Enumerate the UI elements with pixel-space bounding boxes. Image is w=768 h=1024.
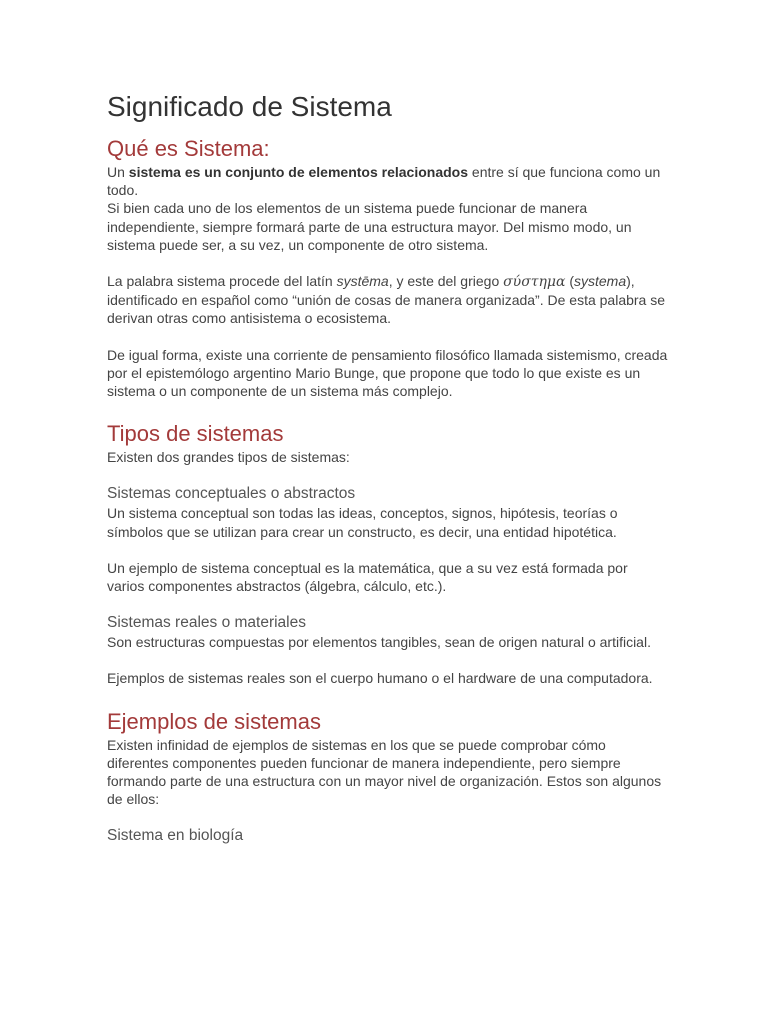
paragraph-etimologia [107,272,668,328]
page-title: Significado de Sistema [107,91,392,122]
spacer [107,595,668,613]
heading-tipos-de-sistemas: Tipos de sistemas [107,421,284,447]
paragraph-ejemplos-intro: Existen infinidad de ejemplos de sistemas en los que se puede comprobar cómo diferentes componentes pueden funcionar de manera independiente, pero siempre formando parte de una estructura con un mayor nivel de organización. Estos son algunos de ellos: [107,736,662,808]
greek-word: σύστημα [503,274,566,291]
subheading-conceptuales: Sistemas conceptuales o abstractos [107,485,356,503]
subheading-reales: Sistemas reales o materiales [107,614,306,632]
text-fragment: ), identificado en español como “unión de cosas de manera organizada”. De esta palabra se derivan otras como antisistema o ecosistema. [107,273,666,327]
text-fragment: Un [107,164,129,180]
paragraph-independiente: Si bien cada uno de los elementos de un sistema puede funcionar de manera independiente, siempre formará parte de una estructura mayor. Del mismo modo, un sistema puede ser, a su vez, un componente de otro sistema. [107,200,632,253]
paragraph-conceptuales-2: Un ejemplo de sistema conceptual es la matemática, que a su vez está formada por varios componentes abstractos (álgebra, cálculo, etc.). [107,559,628,595]
spacer [107,400,668,420]
text-fragment: ( [565,273,574,290]
paragraph-sistemismo: De igual forma, existe una corriente de pensamiento filosófico llamada sistemismo, creada por el epistemólogo argentino Mario Bunge, que propone que todo lo que existe es un sistema o un componente de un sistema más complejo. [107,346,668,400]
latin-word: systēma [336,273,389,290]
bold-definition: sistema es un conjunto de elementos relacionados [128,164,469,180]
paragraph-reales-1: Son estructuras compuestas por elementos tangibles, sean de origen natural o artificial. [107,634,651,651]
spacer [107,688,668,708]
transliteration: systema [574,273,627,290]
subheading-biologia: Sistema en biología [107,827,244,845]
heading-que-es-sistema: Qué es Sistema: [107,136,270,161]
text-fragment: entre sí que funciona como un todo. [107,164,661,199]
heading-ejemplos-de-sistemas: Ejemplos de sistemas [107,708,321,734]
text-fragment: La palabra sistema procede del latín [107,273,337,290]
spacer [107,808,668,826]
paragraph-reales-2: Ejemplos de sistemas reales son el cuerpo humano o el hardware de una computadora. [107,670,653,687]
paragraph-conceptuales-1: Un sistema conceptual son todas las ideas, conceptos, signos, hipótesis, teorías o símbolos que se utilizan para crear un constructo, es decir, una entidad hipotética. [107,505,618,540]
text-fragment: , y este del griego [388,273,504,290]
paragraph-definicion [107,163,668,199]
spacer [107,466,668,484]
paragraph-tipos-intro: Existen dos grandes tipos de sistemas: [107,449,350,466]
